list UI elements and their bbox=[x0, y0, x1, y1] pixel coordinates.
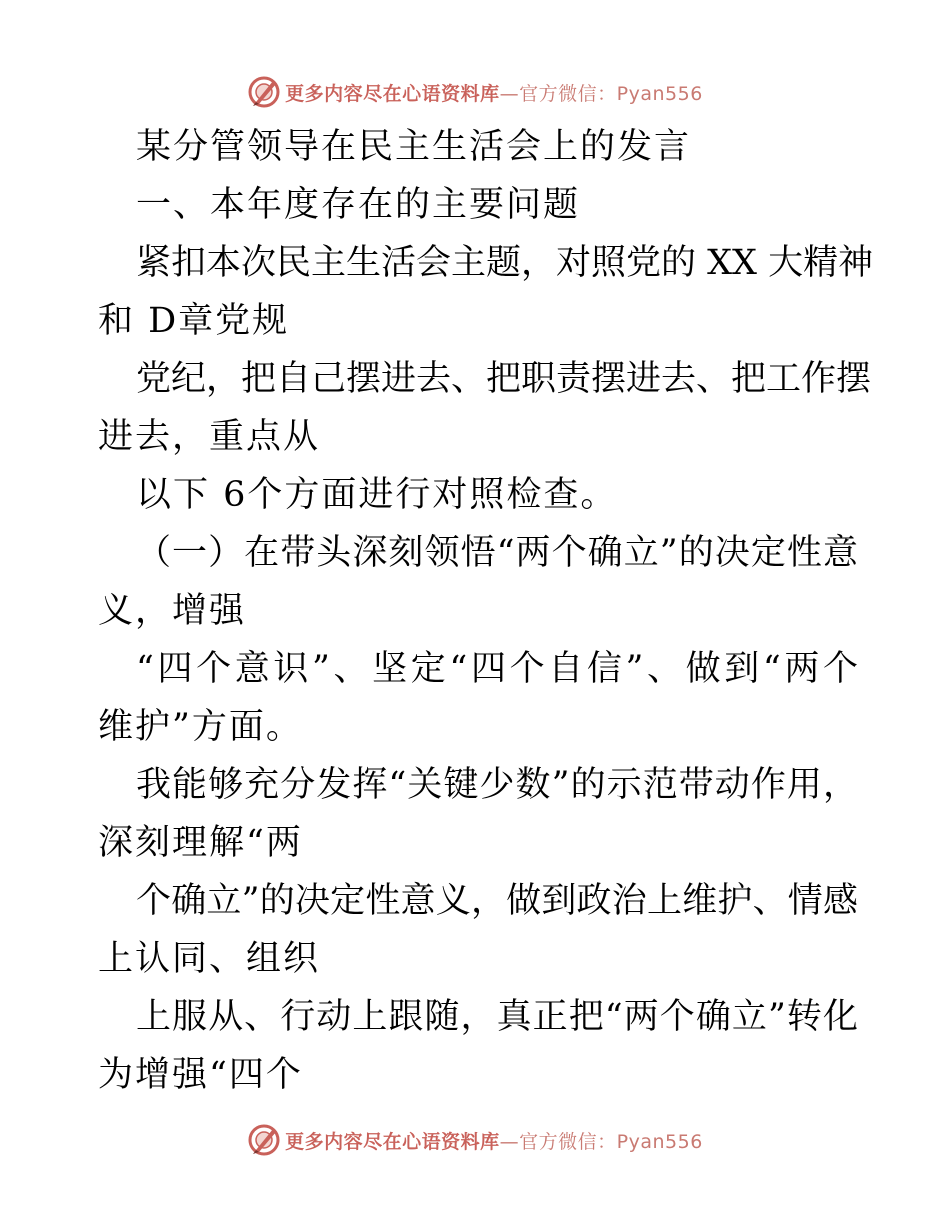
paragraph-line: 维护”方面。 bbox=[98, 707, 303, 747]
paragraph-line: 进去，重点从 bbox=[98, 417, 321, 457]
paragraph-line: 紧扣本次民主生活会主题，对照党的 XX 大精神 bbox=[136, 243, 874, 283]
paragraph-line: 义，增强 bbox=[98, 591, 247, 631]
paragraph-line: 和 D章党规 bbox=[98, 301, 290, 341]
paragraph-line: 上认同、组织 bbox=[98, 939, 321, 979]
subsection-heading: （一）在带头深刻领悟“两个确立”的决定性意 bbox=[136, 533, 858, 573]
paragraph-line: 上服从、行动上跟随，真正把“两个确立”转化 bbox=[136, 997, 858, 1037]
pen-seal-icon bbox=[247, 75, 281, 109]
paragraph-line: 个确立”的决定性意义，做到政治上维护、情感 bbox=[136, 881, 858, 921]
watermark-text: 更多内容尽在心语资料库—官方微信：Pyan556 bbox=[285, 1130, 703, 1153]
paragraph-line: 深刻理解“两 bbox=[98, 823, 303, 863]
paragraph-line: 为增强“四个 bbox=[98, 1055, 303, 1095]
document-body bbox=[98, 118, 874, 1104]
paragraph-line: 党纪，把自己摆进去、把职责摆进去、把工作摆 bbox=[136, 359, 872, 399]
pen-seal-icon bbox=[247, 1123, 281, 1157]
document-title: 某分管领导在民主生活会上的发言 bbox=[136, 127, 692, 167]
section-heading: 一、本年度存在的主要问题 bbox=[136, 185, 581, 225]
watermark-text: 更多内容尽在心语资料库—官方微信：Pyan556 bbox=[285, 82, 703, 105]
watermark-banner-bottom bbox=[0, 1120, 950, 1160]
paragraph-line: 以下 6个方面进行对照检查。 bbox=[136, 475, 618, 515]
paragraph-line: “四个意识”、坚定“四个自信”、做到“两个 bbox=[136, 649, 858, 689]
paragraph-line: 我能够充分发挥“关键少数”的示范带动作用， bbox=[136, 765, 858, 805]
watermark-banner-top bbox=[0, 72, 950, 112]
